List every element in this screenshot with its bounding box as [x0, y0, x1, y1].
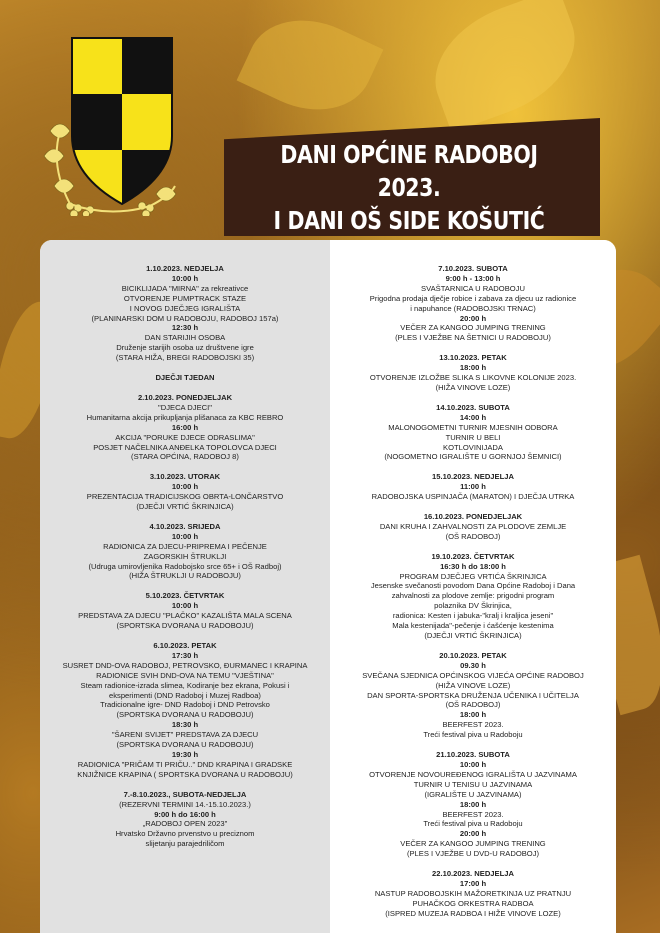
event-heading: 21.10.2023. SUBOTA: [436, 750, 510, 760]
event-text: (DJEČJI VRTIĆ ŠKRINJICA): [424, 631, 522, 640]
event-text: (IGRALIŠTE U JAZVINAMA): [424, 789, 522, 799]
event-text: Mala kestenijada"-pečenje i ćašćenje kestenima: [392, 621, 554, 631]
event-heading: 18:00 h: [459, 799, 487, 809]
event-text: Tradicionalne igre- DND Radoboj i DND Petrovsko: [100, 700, 270, 710]
event-text: PREDSTAVA ZA DJECU "PLAČKO" KAZALIŠTA MALA SCENA: [78, 611, 292, 621]
event-heading: 19:30 h: [171, 749, 199, 759]
event-text: MALONOGOMETNI TURNIR MJESNIH ODBORA: [388, 422, 558, 432]
event-text: eksperimenti (DND Radoboj i Muzej Radboa): [109, 690, 261, 700]
event-text: (SPORTSKA DVORANA U RADOBOJU): [116, 740, 254, 750]
event-text: Druženje starijih osoba uz društvene igre: [116, 343, 254, 353]
event-text: (SPORTSKA DVORANA U RADOBOJU): [116, 710, 254, 720]
event-text: „RADOBOJ OPEN 2023": [142, 819, 228, 829]
event-heading: 20.10.2023. PETAK: [439, 650, 507, 660]
event-heading: 2.10.2023. PONEDJELJAK: [137, 392, 233, 402]
event-block: [40, 264, 330, 363]
event-text: DANI KRUHA I ZAHVALNOSTI ZA PLODOVE ZEMLJE: [379, 521, 567, 531]
event-text: (STARA HIŽA, BREGI RADOBOJSKI 35): [115, 353, 255, 363]
event-block: [330, 651, 616, 740]
event-heading: 16.10.2023. PONEDJELJAK: [423, 512, 523, 522]
coat-of-arms-icon: [30, 36, 190, 216]
event-text: SVAŠTARNICA U RADOBOJU: [421, 283, 525, 293]
event-heading: 17:30 h: [171, 650, 199, 660]
event-text: PROGRAM DJEČJEG VRTIĆA ŠKRINJICA: [399, 571, 547, 581]
event-text: DAN STARIJIH OSOBA: [144, 333, 226, 343]
event-heading: 6.10.2023. PETAK: [153, 641, 217, 650]
program-column-left: [40, 240, 330, 933]
title-line-1: DANI OPĆINE RADOBOJ 2023.: [280, 140, 538, 202]
event-text: zahvalnosti za plodove zemlje: prigodni program: [391, 591, 555, 601]
event-block: [330, 552, 616, 641]
event-heading: 10:00 h: [171, 482, 199, 492]
event-heading: 10:00 h: [171, 531, 199, 541]
event-heading: 19.10.2023. ČETVRTAK: [431, 551, 515, 561]
event-block: [40, 373, 330, 383]
event-heading: 9:00 h do 16:00 h: [154, 809, 216, 819]
event-text: Humanitarna akcija prikupljanja plišanaca za KBC REBRO: [86, 412, 284, 422]
event-text: Hrvatsko Državno prvenstvo u preciznom: [115, 829, 255, 839]
event-heading: 16:30 h do 18:00 h: [440, 561, 506, 571]
event-text: BEERFEST 2023.: [442, 720, 504, 730]
event-heading: 11:00 h: [460, 482, 486, 492]
event-text: NASTUP RADOBOJSKIH MAŽORETKINJA UZ PRATNJU: [374, 888, 572, 898]
event-text: PUHAČKOG ORKESTRA RADBOA: [412, 898, 534, 908]
event-text: RADIONICA "PRIČAM TI PRIČU.." DND KRAPINA I GRADSKE: [77, 759, 293, 769]
event-heading: 9:00 h - 13:00 h: [445, 273, 501, 283]
event-heading: 12:30 h: [171, 323, 199, 333]
leaf-decoration: [237, 0, 384, 131]
event-heading: 5.10.2023. ČETVRTAK: [145, 591, 225, 601]
event-text: (STARA OPĆINA, RADOBOJ 8): [131, 452, 239, 462]
event-text: PREZENTACIJA TRADICIJSKOG OBRTA-LONČARSTVO: [86, 492, 284, 502]
event-text: AKCIJA "PORUKE DJECE ODRASLIMA": [115, 432, 255, 442]
event-text: RADOBOJSKA USPINJAČA (MARATON) I DJEČJA UTRKA: [371, 492, 575, 502]
event-text: (Udruga umirovljenika Radobojsko srce 65+ i OŠ Radboj): [88, 561, 282, 571]
event-text: KNJIŽNICE KRAPINA ( SPORTSKA DVORANA U RADOBOJU): [77, 769, 293, 779]
event-heading: 16:00 h: [171, 422, 199, 432]
program-panel: [40, 240, 616, 933]
event-heading: 22.10.2023. NEDJELJA: [432, 869, 514, 879]
event-text: TURNIR U BELI: [445, 432, 501, 442]
event-text: Prigodna prodaja dječje robice i zabava za djecu uz radionice: [369, 293, 577, 303]
event-heading: 10:00 h: [459, 759, 487, 769]
event-text: OTVORENJE NOVOUREĐENOG IGRALIŠTA U JAZVINAMA: [369, 769, 577, 779]
event-text: SUSRET DND-OVA RADOBOJ, PETROVSKO, ĐURMANEC I KRAPINA: [62, 660, 308, 670]
program-column-right: [330, 240, 616, 933]
event-text: RADIONICE SVIH DND-OVA NA TEMU "VJEŠTINA": [96, 670, 274, 680]
event-text: (PLANINARSKI DOM U RADOBOJU, RADOBOJ 157a): [91, 313, 279, 323]
event-heading: 18:30 h: [171, 720, 199, 730]
event-text: VEČER ZA KANGOO JUMPING TRENING: [400, 839, 546, 849]
event-text: "DJECA DJECI": [158, 402, 212, 412]
event-block: [40, 591, 330, 631]
event-text: KOTLOVINIJADA: [443, 442, 503, 452]
event-text: (HIŽA VINOVE LOZE): [435, 382, 511, 392]
event-text: polaznika DV Škrinjica,: [434, 601, 512, 611]
event-block: [40, 522, 330, 581]
event-text: TURNIR U TENISU U JAZVINAMA: [413, 779, 533, 789]
event-text: (HIŽA VINOVE LOZE): [435, 680, 511, 690]
event-text: radionica: Kesten i jabuka-"kralj i kraljica jeseni": [392, 611, 554, 621]
event-heading: 14:00 h: [459, 412, 487, 422]
event-heading: 17:00 h: [459, 878, 487, 888]
event-block: [330, 472, 616, 502]
event-block: [330, 353, 616, 393]
event-text: OTVORENJE IZLOŽBE SLIKA S LIKOVNE KOLONIJE 2023.: [369, 373, 577, 383]
event-text: RADIONICA ZA DJECU-PRIPREMA I PEČENJE: [103, 541, 267, 551]
event-heading: 18:00 h: [459, 710, 487, 720]
event-block: [330, 869, 616, 919]
event-heading: 14.10.2023. SUBOTA: [436, 402, 510, 412]
event-text: (OŠ RADOBOJ): [445, 531, 501, 541]
event-text: Treći festival piva u Radoboju: [423, 819, 523, 829]
event-text: (PLES I VJEŽBE U DVD-U RADOBOJ): [406, 849, 540, 859]
event-text: I NOVOG DJEČJEG IGRALIŠTA: [129, 303, 241, 313]
leaf-decoration: [417, 0, 592, 133]
event-text: (OŠ RADOBOJ): [445, 700, 501, 710]
event-text: (NOGOMETNO IGRALIŠTE U GORNJOJ ŠEMNICI): [384, 452, 562, 462]
event-heading: 20:00 h: [459, 829, 487, 839]
event-heading: 15.10.2023. NEDJELJA: [432, 472, 514, 482]
event-block: [330, 403, 616, 462]
event-heading: 18:00 h: [459, 363, 487, 373]
event-block: [40, 790, 330, 849]
event-text: VEČER ZA KANGOO JUMPING TRENING: [400, 323, 546, 333]
event-heading: DJEČJI TJEDAN: [155, 373, 215, 383]
event-block: [40, 393, 330, 462]
event-text: i napuhance (RADOBOJSKI TRNAC): [410, 303, 536, 313]
event-text: (HIŽA ŠTRUKLJI U RADOBOJU): [129, 571, 241, 581]
event-text: (PLES I VJEŽBE NA ŠETNICI U RADOBOJU): [395, 333, 551, 343]
event-heading: 7.-8.10.2023., SUBOTA-NEDJELJA: [123, 789, 247, 799]
event-block: [330, 750, 616, 859]
event-heading: 10:00 h: [171, 273, 199, 283]
event-text: (REZERVNI TERMINI 14.-15.10.2023.): [119, 799, 251, 809]
event-block: [40, 641, 330, 780]
event-heading: 20:00 h: [459, 313, 487, 323]
event-text: ZAGORSKIH ŠTRUKLJI: [143, 551, 227, 561]
event-block: [330, 512, 616, 542]
page-title: [257, 138, 560, 237]
event-heading: 4.10.2023. SRIJEDA: [149, 521, 221, 531]
event-text: (ISPRED MUZEJA RADBOA I HIŽE VINOVE LOZE): [385, 908, 561, 918]
event-text: (DJEČJI VRTIĆ ŠKRINJICA): [136, 502, 234, 512]
event-text: BEERFEST 2023.: [442, 809, 504, 819]
event-text: "ŠARENI SVIJET" PREDSTAVA ZA DJECU: [111, 730, 259, 740]
event-heading: 7.10.2023. SUBOTA: [438, 264, 508, 273]
event-block: [40, 472, 330, 512]
event-text: POSJET NAČELNIKA ANĐELKA TOPOLOVCA DJECI: [93, 442, 277, 452]
event-heading: 13.10.2023. PETAK: [439, 353, 507, 363]
event-text: Jesenske svečanosti povodom Dana Općine Radoboj i Dana: [370, 581, 576, 591]
event-heading: 10:00 h: [171, 601, 199, 611]
event-text: slijetanju parajedriličom: [145, 839, 225, 849]
event-heading: 3.10.2023. UTORAK: [149, 472, 221, 482]
event-block: [330, 264, 616, 343]
event-heading: 09.30 h: [460, 660, 486, 670]
event-text: DAN SPORTA-SPORTSKA DRUŽENJA UČENIKA I UČITELJA: [367, 690, 579, 700]
title-line-2: I DANI OŠ SIDE KOŠUTIĆ: [273, 206, 545, 235]
event-text: BICIKLIJADA "MIRNA" za rekreativce: [121, 283, 249, 293]
event-heading: 1.10.2023. NEDJELJA: [146, 264, 224, 273]
event-text: Steam radionice-izrada slimea, Kodiranje bez ekrana, Pokusi i: [80, 680, 290, 690]
event-text: (SPORTSKA DVORANA U RADOBOJU): [116, 621, 254, 631]
event-text: OTVORENJE PUMPTRACK STAZE: [123, 293, 247, 303]
event-text: Treći festival piva u Radoboju: [423, 730, 523, 740]
event-text: SVEČANA SJEDNICA OPĆINSKOG VIJEĆA OPĆINE RADOBOJ: [362, 670, 584, 680]
